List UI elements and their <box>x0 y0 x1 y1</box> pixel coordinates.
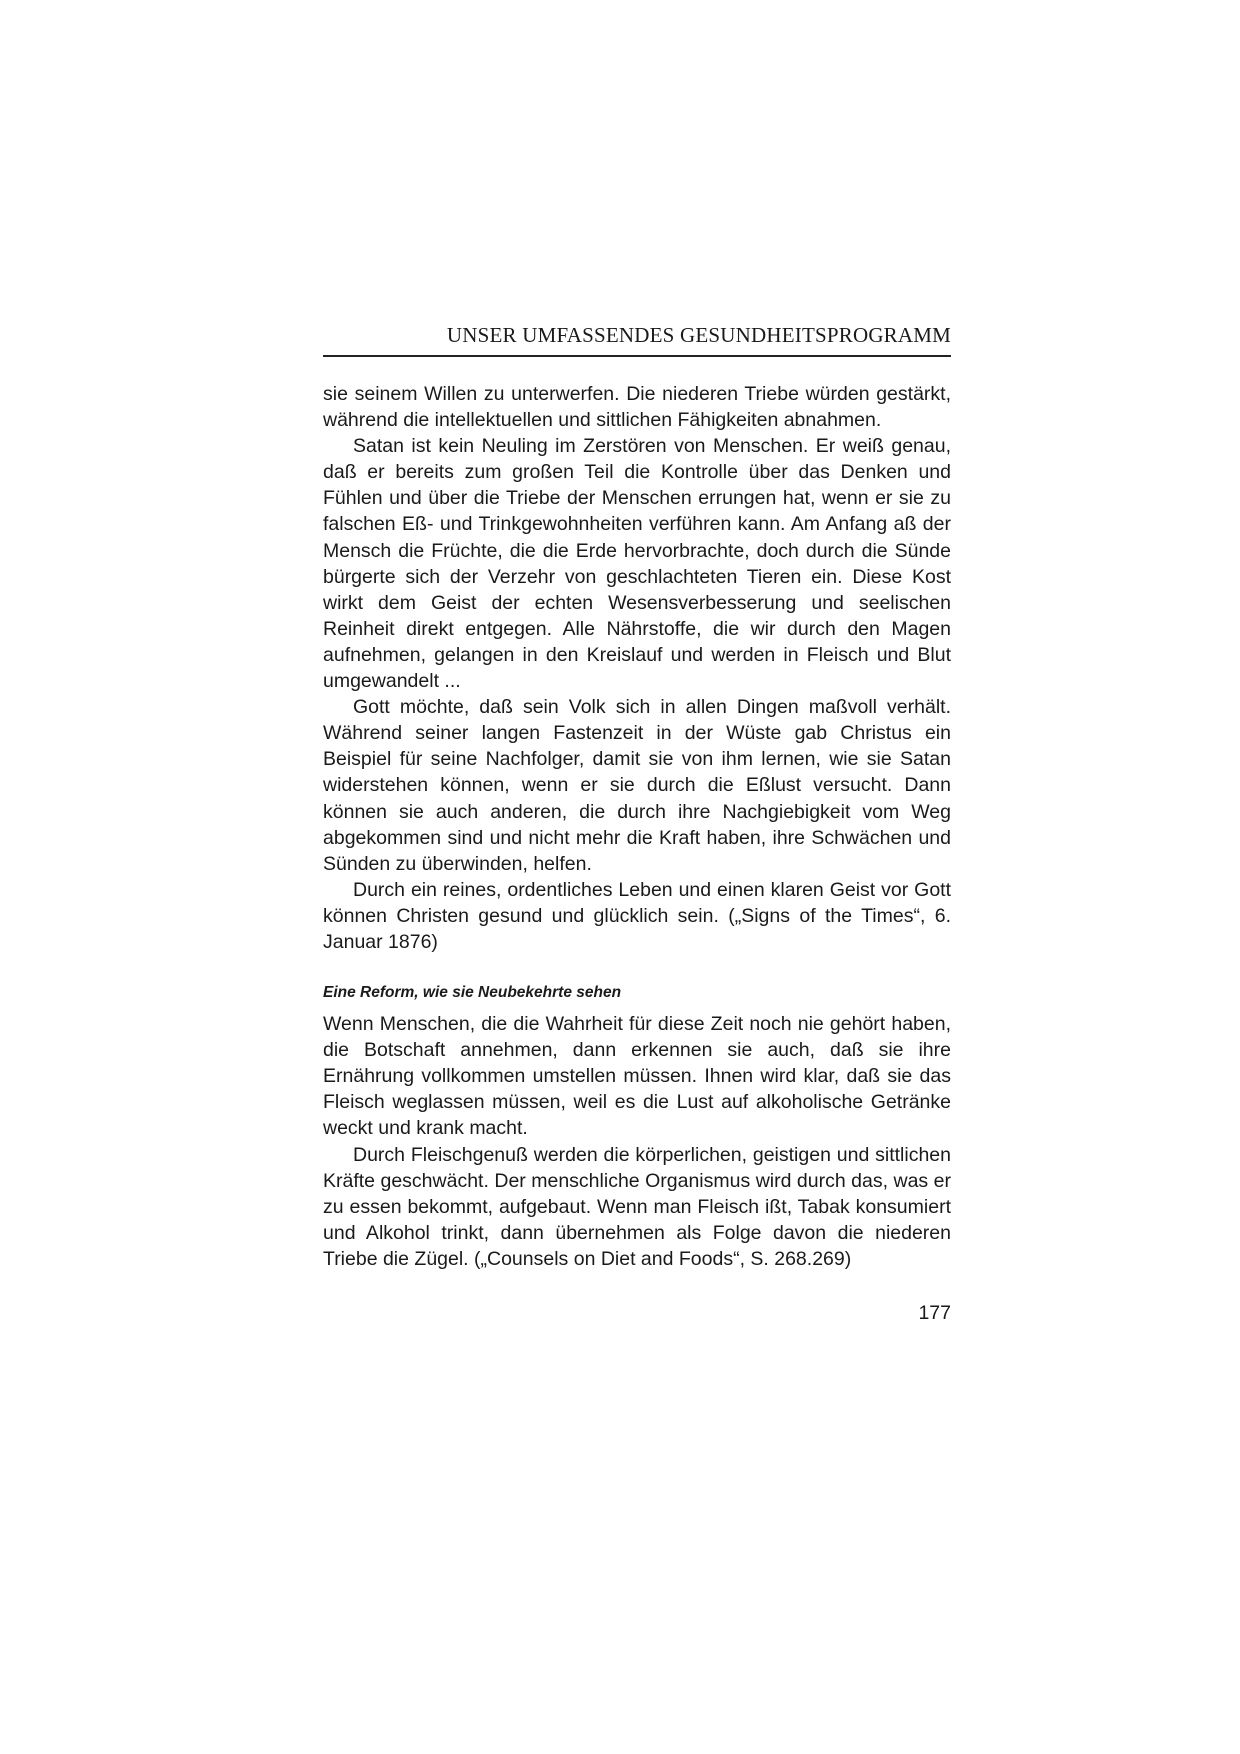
page-number: 177 <box>918 1302 951 1324</box>
section-subheading: Eine Reform, wie sie Neubekehrte sehen <box>323 984 622 1002</box>
paragraph: Durch ein reines, ordentliches Leben und einen klaren Geist vor Gott können Christen gesund und glücklich sein. („Signs of the Times“, 6. Januar 1876) <box>323 878 951 953</box>
paragraph: Satan ist kein Neuling im Zerstören von Menschen. Er weiß genau, daß er bereits zum großen Teil die Kontrolle über das Denken und Fühlen und über die Triebe der Menschen errungen hat, wenn er sie zu falschen Eß- und Trinkgewohnheiten verführen kann. Am Anfang aß der Mensch die Früchte, die die Erde hervorbrachte, doch durch die Sünde bürgerte sich der Verzehr von geschlachteten Tieren ein. Diese Kost wirkt dem Geist der echten Wesensverbesserung und seelischen Reinheit direkt entgegen. Alle Nährstoffe, die wir durch den Magen aufnehmen, gelangen in den Kreislauf und werden in Fleisch und Blut umgewandelt ... <box>323 435 951 693</box>
paragraph: Gott möchte, daß sein Volk sich in allen Dingen maßvoll verhält. Während seiner langen Fastenzeit in der Wüste gab Christus ein Beispiel für seine Nachfolger, damit sie von ihm lernen, wie sie Satan widerstehen können, wenn er sie durch die Eßlust versucht. Dann können sie auch anderen, die durch ihre Nachgiebigkeit vom Weg abgekommen sind und nicht mehr die Kraft haben, ihre Schwächen und Sünden zu überwinden, helfen. <box>323 696 951 875</box>
paragraph: Durch Fleischgenuß werden die körperlichen, geistigen und sittlichen Kräfte geschwächt. Der menschliche Organismus wird durch das, was er zu essen bekommt, aufgebaut. Wenn man Fleisch ißt, Tabak konsumiert und Alkohol trinkt, dann übernehmen als Folge davon die niederen Triebe die Zügel. („Counsels on Diet and Foods“, S. 268.269) <box>323 1143 951 1270</box>
paragraph: sie seinem Willen zu unterwerfen. Die niederen Triebe würden gestärkt, während die intellektuellen und sittlichen Fähigkeiten abnahmen. <box>323 383 951 432</box>
book-page <box>323 322 951 1325</box>
running-head: UNSER UMFASSENDES GESUNDHEITSPROGRAMM <box>323 322 951 357</box>
body-text <box>323 381 951 1272</box>
paragraph: Wenn Menschen, die die Wahrheit für diese Zeit noch nie gehört haben, die Botschaft annehmen, dann erkennen sie auch, daß sie ihre Ernährung vollkommen umstellen müssen. Ihnen wird klar, daß sie das Fleisch weglassen müssen, weil es die Lust auf alkoholische Getränke weckt und krank macht. <box>323 1013 951 1140</box>
